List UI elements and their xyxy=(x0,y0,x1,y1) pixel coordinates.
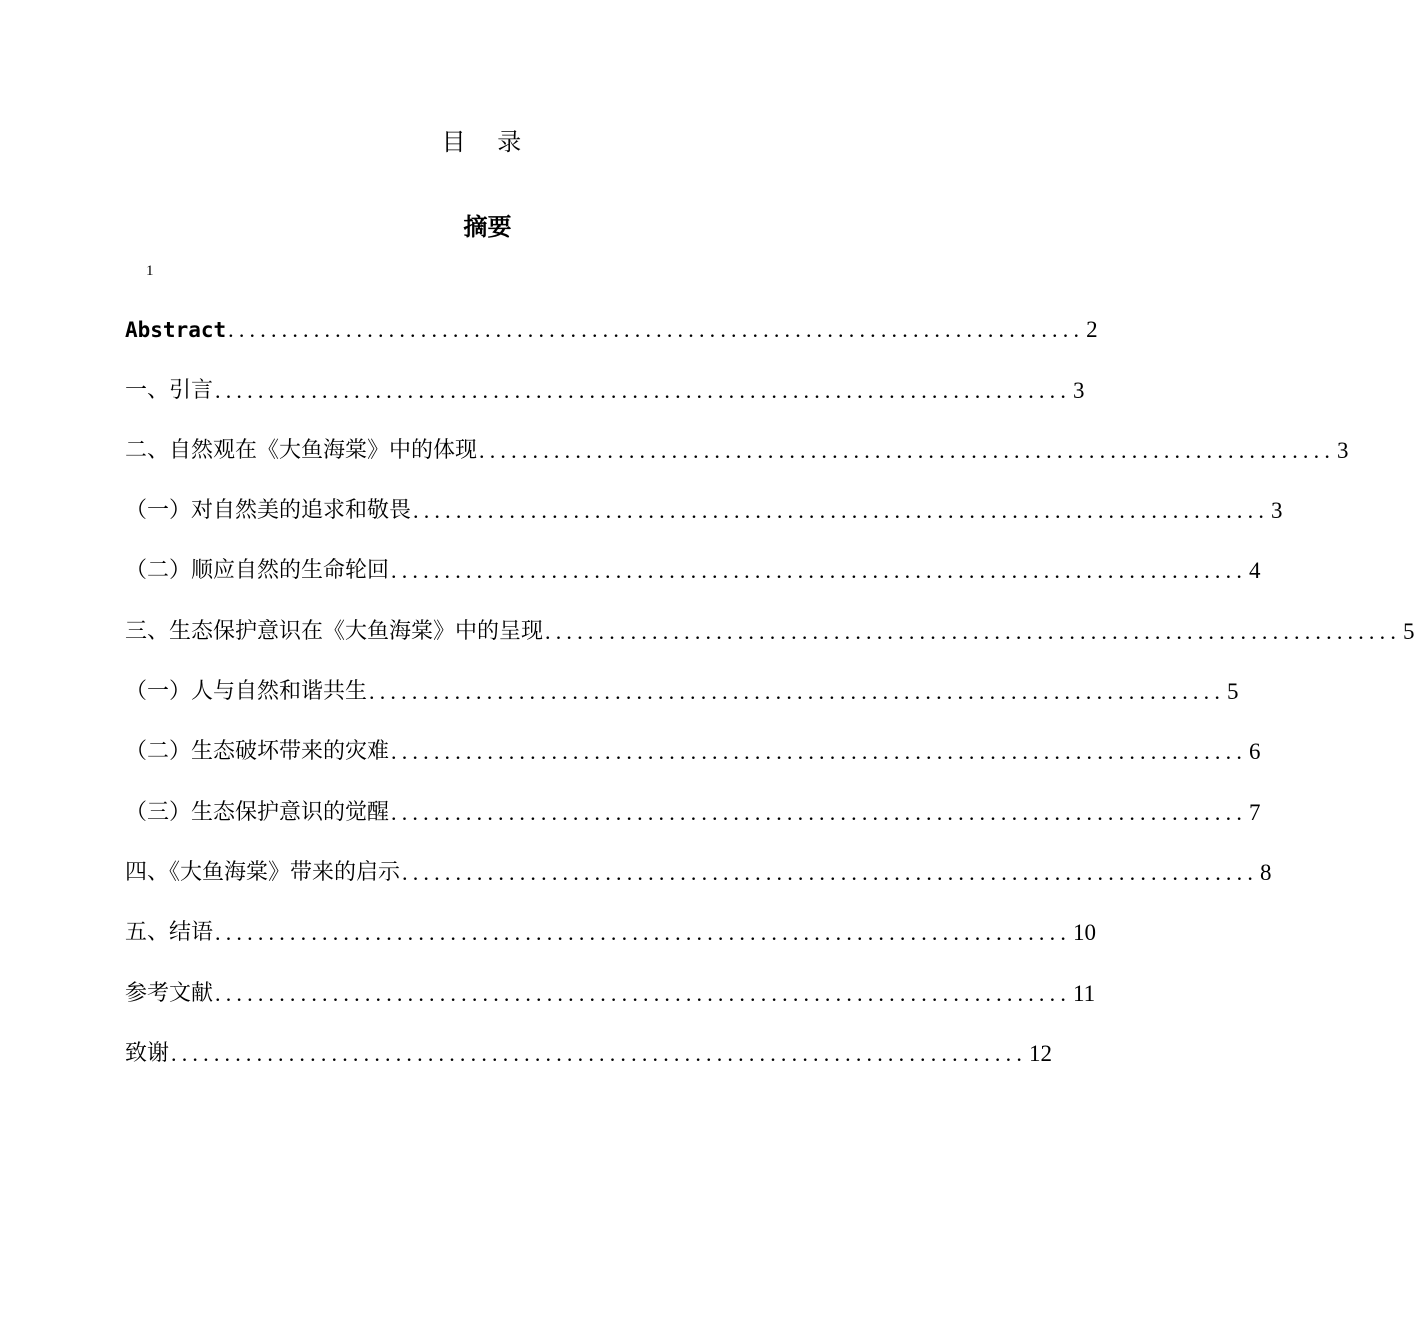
toc-entry-3-3[interactable] xyxy=(125,772,1261,832)
toc-entry-label: 三、生态保护意识在《大鱼海棠》中的呈现 xyxy=(125,618,544,644)
toc-entry-2-2[interactable] xyxy=(125,531,1261,591)
toc-entry-references[interactable] xyxy=(125,953,1096,1013)
toc-entry-introduction[interactable] xyxy=(125,350,1085,410)
toc-entry-3-1[interactable] xyxy=(125,652,1239,712)
toc-entry-page: 12 xyxy=(1029,1040,1053,1066)
toc-leader-dots: ................................................................................ xyxy=(402,859,1259,885)
toc-entry-label: （一）人与自然和谐共生 xyxy=(125,679,368,705)
toc-entry-page: 5 xyxy=(1403,618,1415,644)
toc-entry-label: （一）对自然美的追求和敬畏 xyxy=(125,498,412,524)
toc-entry-page: 7 xyxy=(1249,799,1261,825)
toc-leader-dots: ................................................................................ xyxy=(228,317,1085,343)
toc-leader-dots: ................................................................................ xyxy=(413,498,1270,524)
toc-entry-label: Abstract xyxy=(125,318,227,343)
abstract-page-number: 1 xyxy=(146,263,154,279)
toc-entry-page: 2 xyxy=(1086,317,1098,343)
toc-entry-label: 五、结语 xyxy=(125,920,214,946)
table-of-contents xyxy=(125,290,1415,1074)
toc-leader-dots: ................................................................................ xyxy=(479,437,1336,463)
toc-entry-page: 4 xyxy=(1249,558,1261,584)
toc-entry-chapter-4[interactable] xyxy=(125,833,1272,893)
toc-entry-label: （二）顺应自然的生命轮回 xyxy=(125,558,390,584)
toc-leader-dots: ................................................................................ xyxy=(391,799,1248,825)
toc-entry-page: 8 xyxy=(1260,859,1272,885)
toc-entry-label: 四、《大鱼海棠》带来的启示 xyxy=(125,859,401,885)
toc-entry-page: 11 xyxy=(1073,980,1096,1006)
toc-entry-page: 3 xyxy=(1271,498,1283,524)
toc-leader-dots: ................................................................................ xyxy=(171,1040,1028,1066)
toc-entry-label: 参考文献 xyxy=(125,980,214,1006)
toc-entry-label: （三）生态保护意识的觉醒 xyxy=(125,799,390,825)
toc-entry-acknowledgements[interactable] xyxy=(125,1014,1053,1074)
toc-entry-label: （二）生态破坏带来的灾难 xyxy=(125,739,390,765)
toc-entry-page: 6 xyxy=(1249,739,1261,765)
toc-entry-chapter-2[interactable] xyxy=(125,411,1349,471)
toc-leader-dots: ................................................................................ xyxy=(369,679,1226,705)
toc-entry-2-1[interactable] xyxy=(125,471,1283,531)
toc-entry-page: 5 xyxy=(1227,679,1239,705)
toc-entry-abstract[interactable] xyxy=(125,290,1098,350)
toc-entry-page: 10 xyxy=(1073,920,1097,946)
toc-entry-page: 3 xyxy=(1337,437,1349,463)
toc-entry-chapter-3[interactable] xyxy=(125,591,1415,651)
toc-leader-dots: ................................................................................ xyxy=(545,618,1402,644)
toc-leader-dots: ................................................................................ xyxy=(391,558,1248,584)
toc-title: 目 录 xyxy=(441,128,534,156)
toc-entry-label: 致谢 xyxy=(125,1040,170,1066)
toc-leader-dots: ................................................................................ xyxy=(215,377,1072,403)
abstract-heading: 摘要 xyxy=(463,213,512,241)
toc-entry-conclusion[interactable] xyxy=(125,893,1097,953)
toc-entry-page: 3 xyxy=(1073,377,1085,403)
toc-leader-dots: ................................................................................ xyxy=(215,980,1072,1006)
toc-leader-dots: ................................................................................ xyxy=(391,739,1248,765)
toc-leader-dots: ................................................................................ xyxy=(215,920,1072,946)
toc-entry-label: 二、自然观在《大鱼海棠》中的体现 xyxy=(125,437,478,463)
toc-entry-label: 一、引言 xyxy=(125,377,214,403)
toc-entry-3-2[interactable] xyxy=(125,712,1261,772)
